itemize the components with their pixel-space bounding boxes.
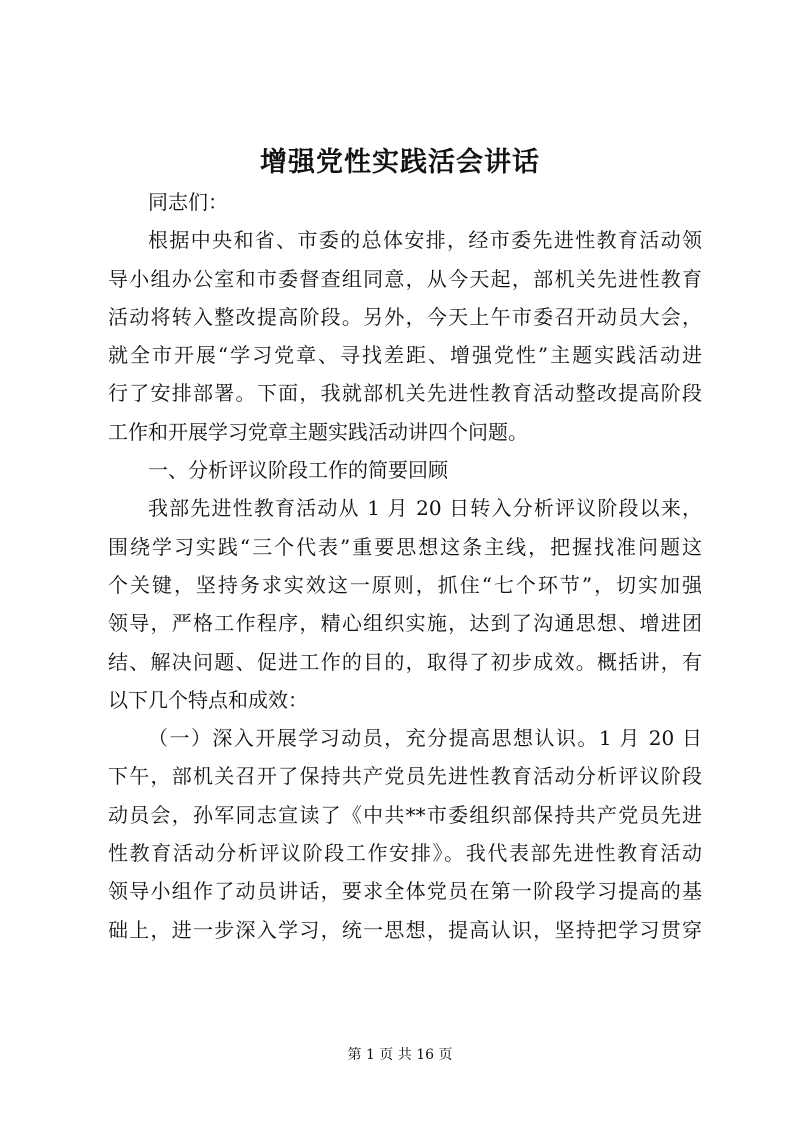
text-line: 工作和开展学习党章主题实践活动讲四个问题。 bbox=[108, 419, 528, 444]
text-line: 性教育活动分析评议阶段工作安排》。我代表部先进性教育活动 bbox=[108, 841, 702, 866]
text-line: 围绕学习实践“三个代表”重要思想这条主线，把握找准问题这 bbox=[108, 534, 702, 559]
text-line: 领导小组作了动员讲话，要求全体党员在第一阶段学习提高的基 bbox=[108, 879, 702, 904]
text-line: 根据中央和省、市委的总体安排，经市委先进性教育活动领 bbox=[148, 228, 702, 253]
text-line: 活动将转入整改提高阶段。另外，今天上午市委召开动员大会， bbox=[108, 304, 702, 329]
text-line: 结、解决问题、促进工作的目的，取得了初步成效。概括讲，有 bbox=[108, 649, 702, 674]
text-line: 动员会，孙军同志宣读了《中共**市委组织部保持共产党员先进 bbox=[108, 802, 702, 827]
text-line: （一）深入开展学习动员，充分提高思想认识。1 月 20 日 bbox=[148, 726, 702, 751]
text-line: 个关键，坚持务求实效这一原则，抓住“七个环节”，切实加强 bbox=[108, 572, 702, 597]
text-line: 以下几个特点和成效： bbox=[108, 687, 308, 712]
text-line: 础上，进一步深入学习，统一思想，提高认识，坚持把学习贯穿 bbox=[108, 917, 702, 942]
text-line: 行了安排部署。下面，我就部机关先进性教育活动整改提高阶段 bbox=[108, 381, 702, 406]
text-line: 导小组办公室和市委督查组同意，从今天起，部机关先进性教育 bbox=[108, 266, 702, 291]
text-line: 一、分析评议阶段工作的简要回顾 bbox=[148, 458, 448, 483]
text-line: 我部先进性教育活动从 1 月 20 日转入分析评议阶段以来， bbox=[148, 496, 702, 521]
text-line: 领导，严格工作程序，精心组织实施，达到了沟通思想、增进团 bbox=[108, 611, 702, 636]
document-title: 增强党性实践活会讲话 bbox=[260, 147, 540, 178]
text-line: 下午，部机关召开了保持共产党员先进性教育活动分析评议阶段 bbox=[108, 764, 702, 789]
page-footer: 第 1 页 共 16 页 bbox=[347, 1047, 453, 1063]
text-line: 同志们： bbox=[148, 190, 228, 214]
document-body bbox=[108, 183, 702, 949]
text-line: 就全市开展“学习党章、寻找差距、增强党性”主题实践活动进 bbox=[108, 343, 702, 368]
